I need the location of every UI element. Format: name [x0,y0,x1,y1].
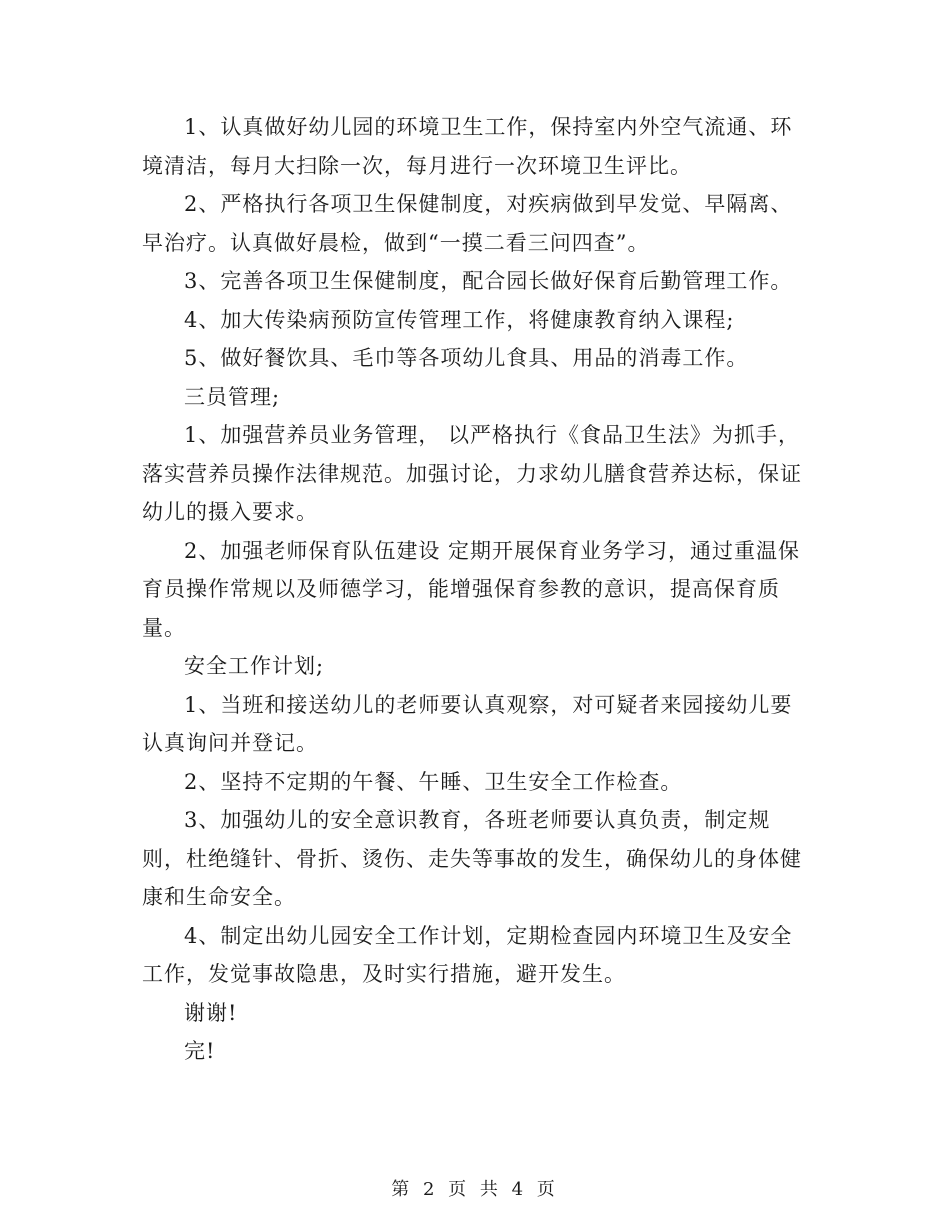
paragraph-safety-1: 1、当班和接送幼儿的老师要认真观察，对可疑者来园接幼儿要认真询问并登记。 [142,692,793,755]
paragraph-safety-3: 3、加强幼儿的安全意识教育，各班老师要认真负责，制定规则，杜绝缝针、骨折、烫伤、走失等事故的发生，确保幼儿的身体健康和生命安全。 [142,808,802,909]
page-number-footer: 第 2 页 共 4 页 [391,1179,559,1200]
paragraph-staff-2: 2、加强老师保育队伍建设 定期开展保育业务学习，通过重温保育员操作常规以及师德学习，能增强保育参教的意识，提高保育质量。 [142,538,801,640]
paragraph-hygiene-3: 3、完善各项卫生保健制度，配合园长做好保育后勤管理工作。 [184,269,793,293]
paragraph-hygiene-2: 2、严格执行各项卫生保健制度，对疾病做到早发觉、早隔离、早治疗。认真做好晨检，做到“一摸二看三问四查”。 [142,192,793,255]
closing-end: 完! [184,1039,216,1063]
section-heading-safety-plan: 安全工作计划; [184,654,325,678]
paragraph-safety-4: 4、制定出幼儿园安全工作计划，定期检查园内环境卫生及安全工作，发觉事故隐患，及时实行措施，避开发生。 [142,923,793,986]
section-heading-staff-management: 三员管理; [184,384,281,409]
paragraph-hygiene-1: 1、认真做好幼儿园的环境卫生工作，保持室内外空气流通、环境清洁，每月大扫除一次，每月进行一次环境卫生评比。 [142,115,793,178]
paragraph-hygiene-5: 5、做好餐饮具、毛巾等各项幼儿食具、用品的消毒工作。 [184,346,749,370]
paragraph-safety-2: 2、坚持不定期的午餐、午睡、卫生安全工作检查。 [184,769,683,794]
closing-thanks: 谢谢! [184,1000,238,1025]
paragraph-staff-1: 1、加强营养员业务管理， 以严格执行《食品卫生法》为抓手，落实营养员操作法律规范。加强讨论，力求幼儿膳食营养达标，保证幼儿的摄入要求。 [142,423,802,524]
document-body [142,108,810,1071]
paragraph-hygiene-4: 4、加大传染病预防宣传管理工作，将健康教育纳入课程; [184,307,735,332]
